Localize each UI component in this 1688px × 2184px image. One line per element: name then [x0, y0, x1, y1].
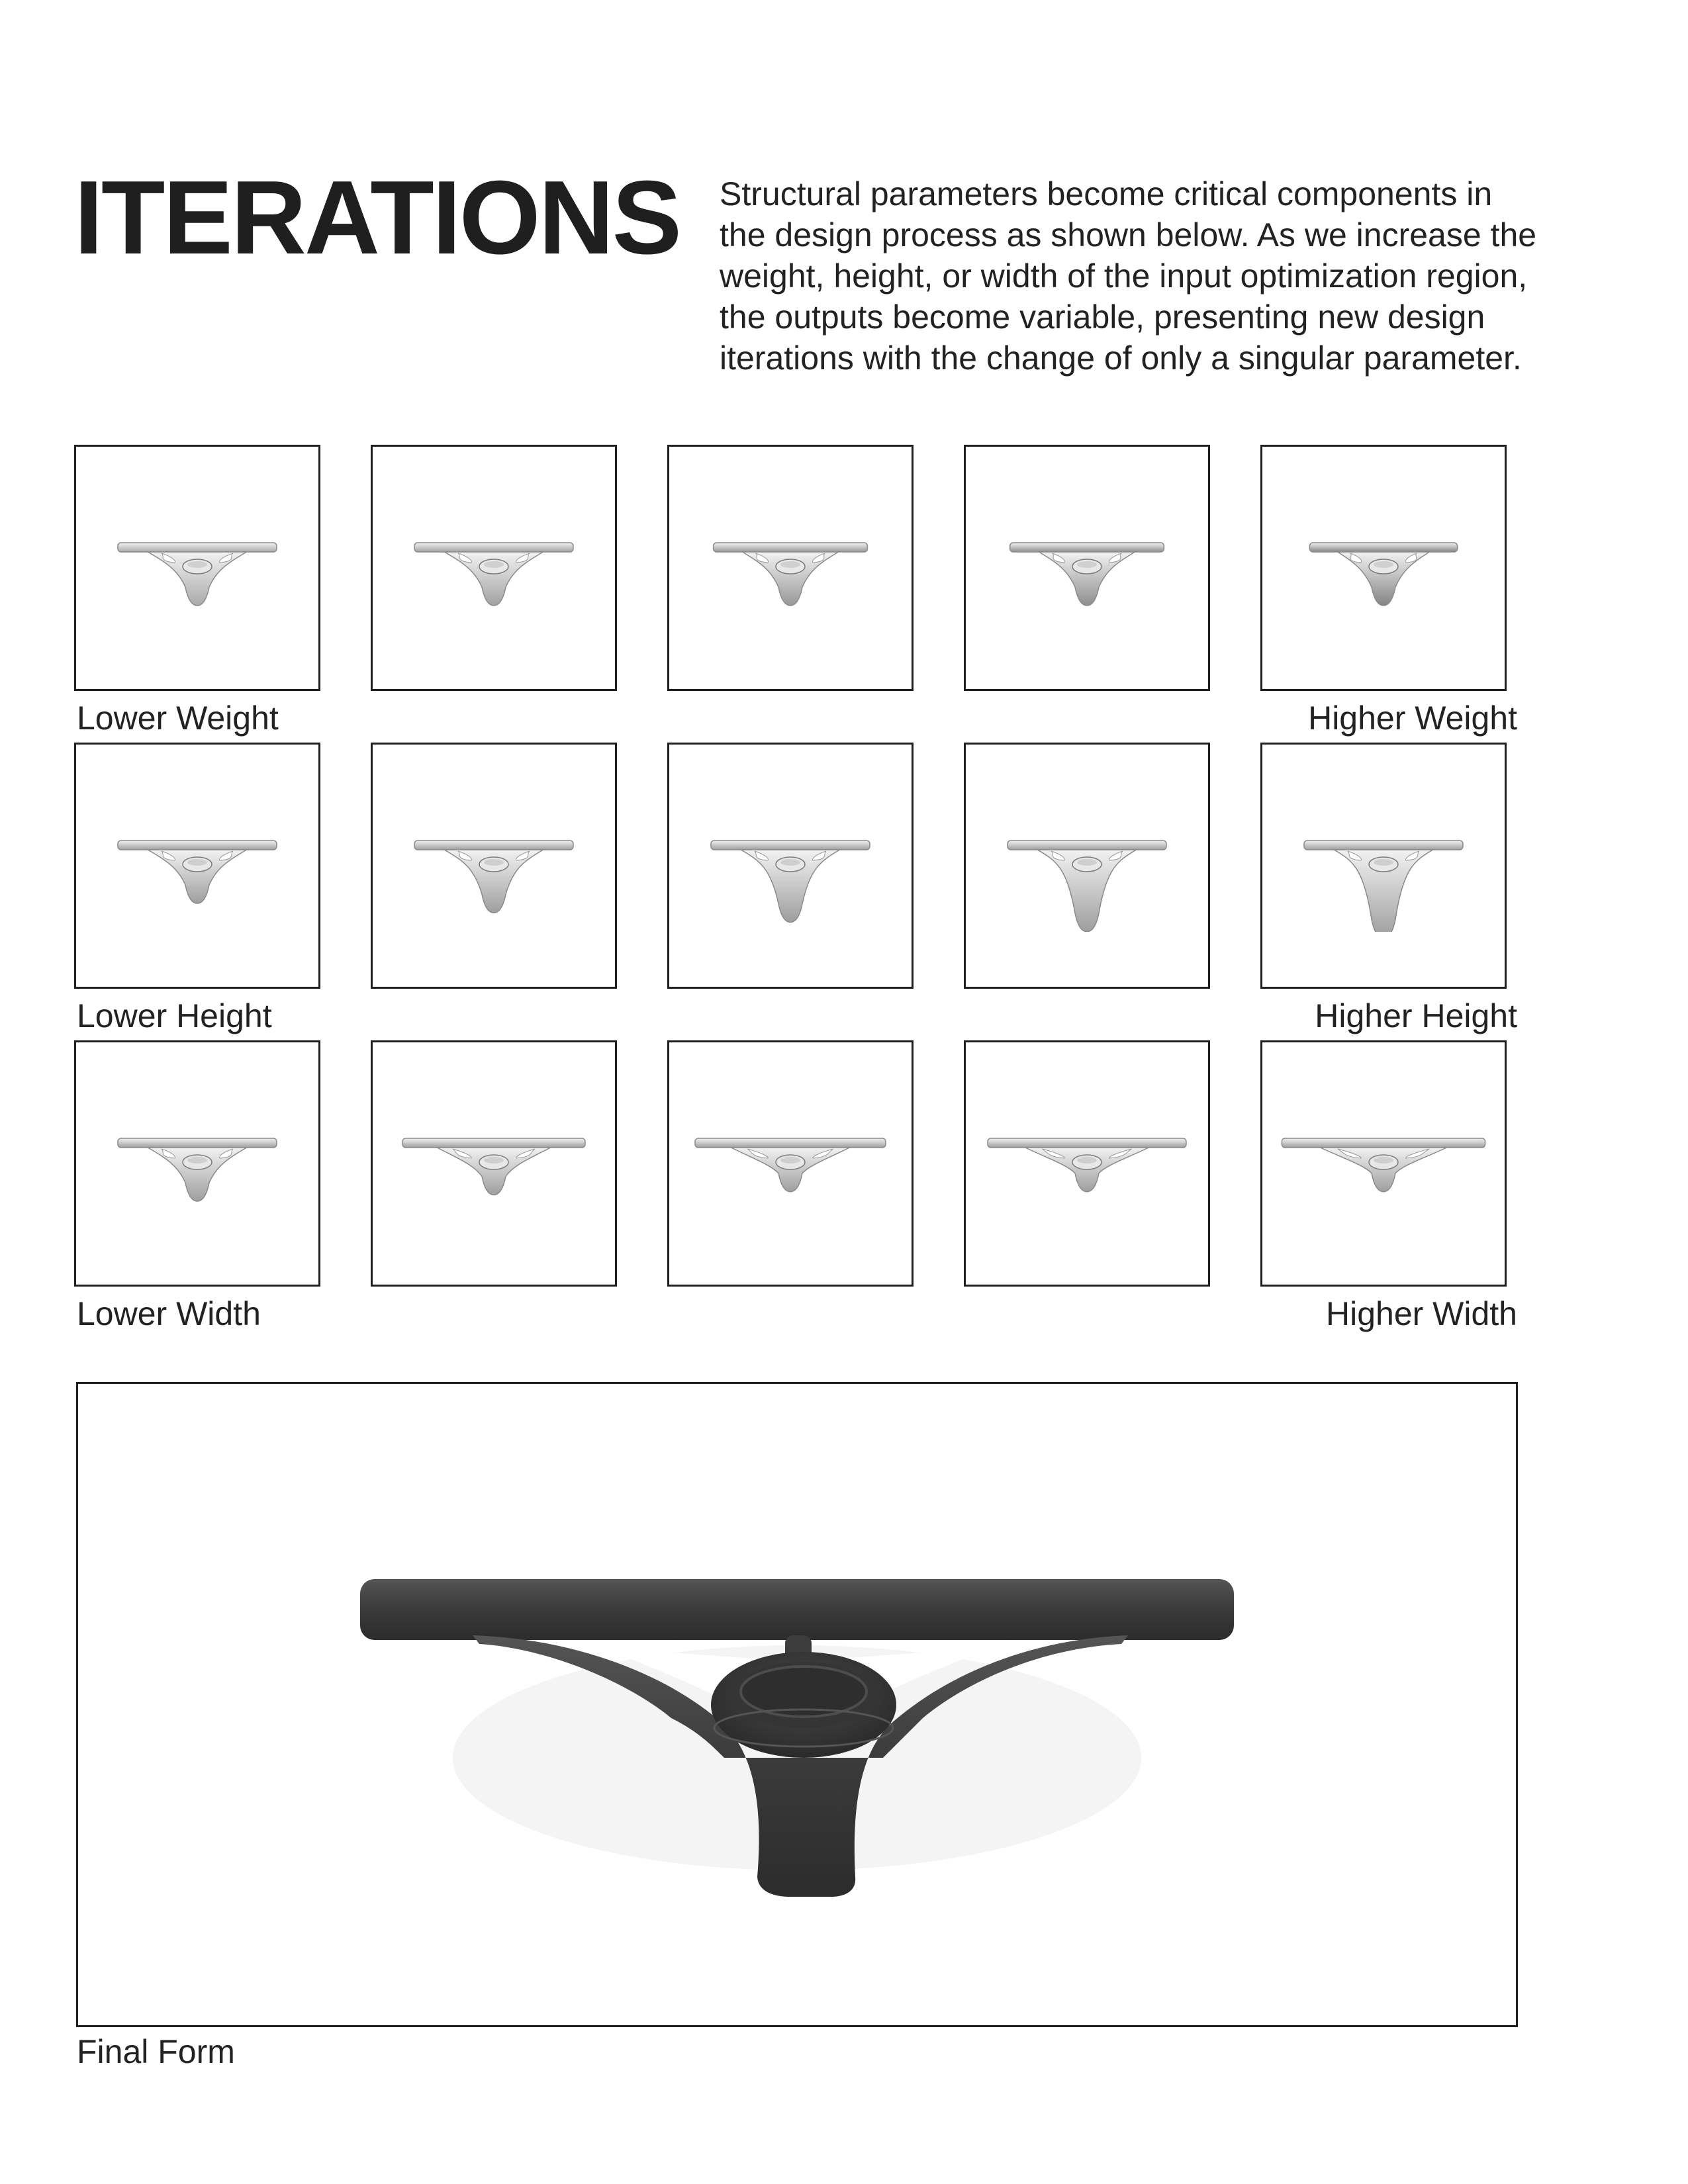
iteration-image: [371, 1040, 617, 1287]
iteration-image: [667, 445, 914, 691]
iteration-model: [91, 799, 303, 932]
final-form-label: Final Form: [77, 2033, 235, 2070]
row-label-high: Higher Height: [1315, 997, 1517, 1034]
iteration-image: [964, 1040, 1210, 1287]
iteration-model: [981, 502, 1193, 634]
iteration-image: [371, 743, 617, 989]
iteration-model: [1278, 1097, 1489, 1230]
iteration-image: [964, 445, 1210, 691]
row-label-low: Lower Width: [77, 1295, 261, 1332]
weight-row: [74, 445, 1517, 743]
iteration-model: [91, 1097, 303, 1230]
iteration-model: [91, 502, 303, 634]
row-label-high: Higher Width: [1326, 1295, 1517, 1332]
row-label-low: Lower Height: [77, 997, 272, 1034]
iteration-image: [74, 743, 320, 989]
iteration-image: [74, 445, 320, 691]
iteration-image: [74, 1040, 320, 1287]
final-form-model: [353, 1506, 1241, 1903]
iteration-image: [964, 743, 1210, 989]
iteration-model: [684, 799, 896, 932]
iteration-image: [371, 445, 617, 691]
iterations-grid: [74, 445, 1517, 1338]
iteration-image: [667, 743, 914, 989]
iteration-model: [981, 799, 1193, 932]
row-label-high: Higher Weight: [1308, 700, 1517, 737]
height-row: [74, 743, 1517, 1040]
iteration-model: [388, 1097, 600, 1230]
row-label-low: Lower Weight: [77, 700, 279, 737]
iteration-model: [684, 1097, 896, 1230]
intro-paragraph: Structural parameters become critical components in the design process as shown below. As we increase the weight, height, or width of the input optimization region, the outputs become variable, presenting new design iterations with the change of only a singular parameter.: [720, 175, 1537, 377]
iteration-model: [388, 502, 600, 634]
width-row: [74, 1040, 1517, 1338]
iteration-image: [1260, 445, 1507, 691]
iteration-model: [1278, 502, 1489, 634]
iteration-image: [667, 1040, 914, 1287]
iteration-model: [388, 799, 600, 932]
iteration-model: [1278, 799, 1489, 932]
iteration-image: [1260, 1040, 1507, 1287]
iteration-image: [1260, 743, 1507, 989]
iteration-model: [981, 1097, 1193, 1230]
final-form-image: [76, 1382, 1518, 2027]
page-title: ITERATIONS: [74, 159, 680, 276]
iteration-model: [684, 502, 896, 634]
